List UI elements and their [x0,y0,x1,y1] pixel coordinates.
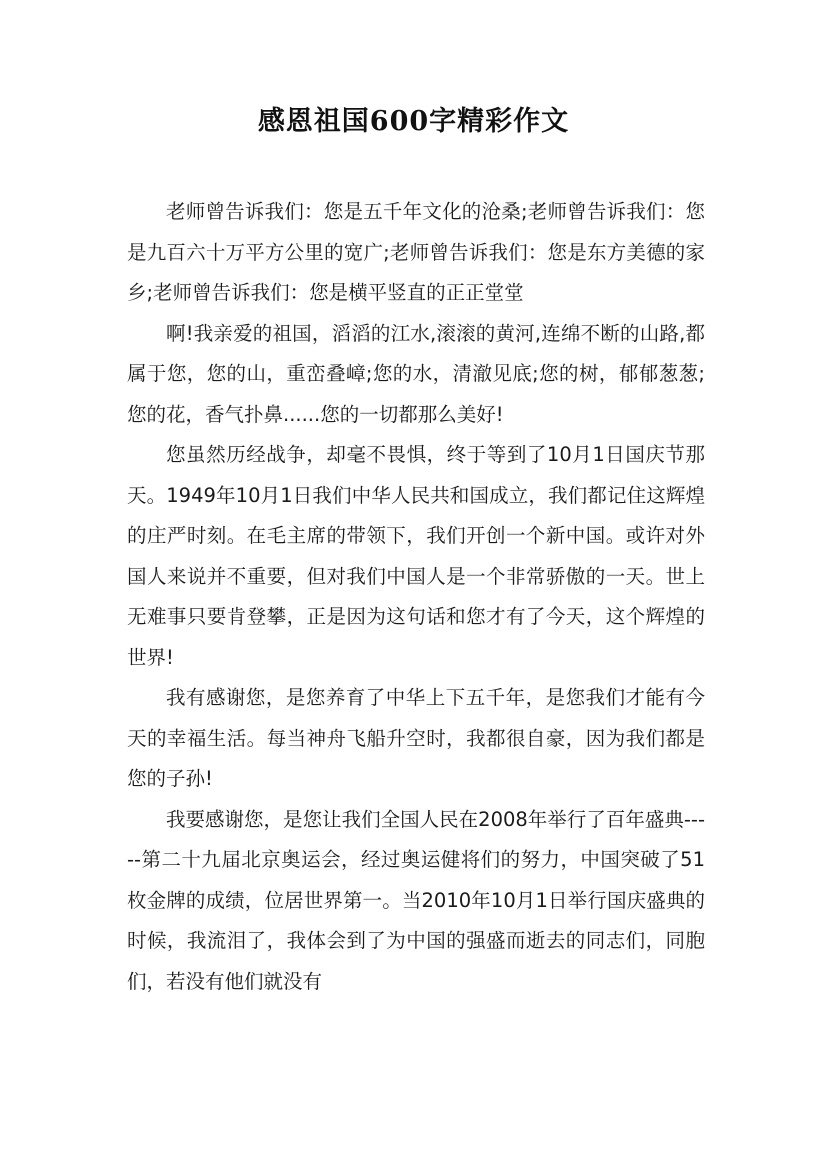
paragraph-4: 我有感谢您，是您养育了中华上下五千年，是您我们才能有今天的幸福生活。每当神舟飞船升空时，我都很自豪，因为我们都是您的子孙! [127,686,705,790]
paragraph-1: 老师曾告诉我们：您是五千年文化的沧桑;老师曾告诉我们：您是九百六十万平方公里的宽广;老师曾告诉我们：您是东方美德的家乡;老师曾告诉我们：您是横平竖直的正正堂堂 [127,200,705,304]
paragraph-5: 我要感谢您，是您让我们全国人民在2008年举行了百年盛典-----第二十九届北京奥运会，经过奥运健将们的努力，中国突破了51枚金牌的成绩，位居世界第一。当2010年10月1日举行国庆盛典的时候，我流泪了，我体会到了为中国的强盛而逝去的同志们，同胞们，若没有他们就没有 [127,807,705,993]
paragraph-3: 您虽然历经战争，却毫不畏惧，终于等到了10月1日国庆节那天。1949年10月1日我们中华人民共和国成立，我们都记住这辉煌的庄严时刻。在毛主席的带领下，我们开创一个新中国。或许对外国人来说并不重要，但对我们中国人是一个非常骄傲的一天。世上无难事只要肯登攀，正是因为这句话和您才有了今天，这个辉煌的世界! [127,443,705,669]
document-title: 感恩祖国600字精彩作文 [257,106,570,137]
document-body [127,192,705,1002]
paragraph-2: 啊!我亲爱的祖国，滔滔的江水,滚滚的黄河,连绵不断的山路,都属于您，您的山，重峦叠嶂;您的水，清澈见底;您的树，郁郁葱葱;您的花，香气扑鼻......您的一切都那么美好! [127,321,705,426]
